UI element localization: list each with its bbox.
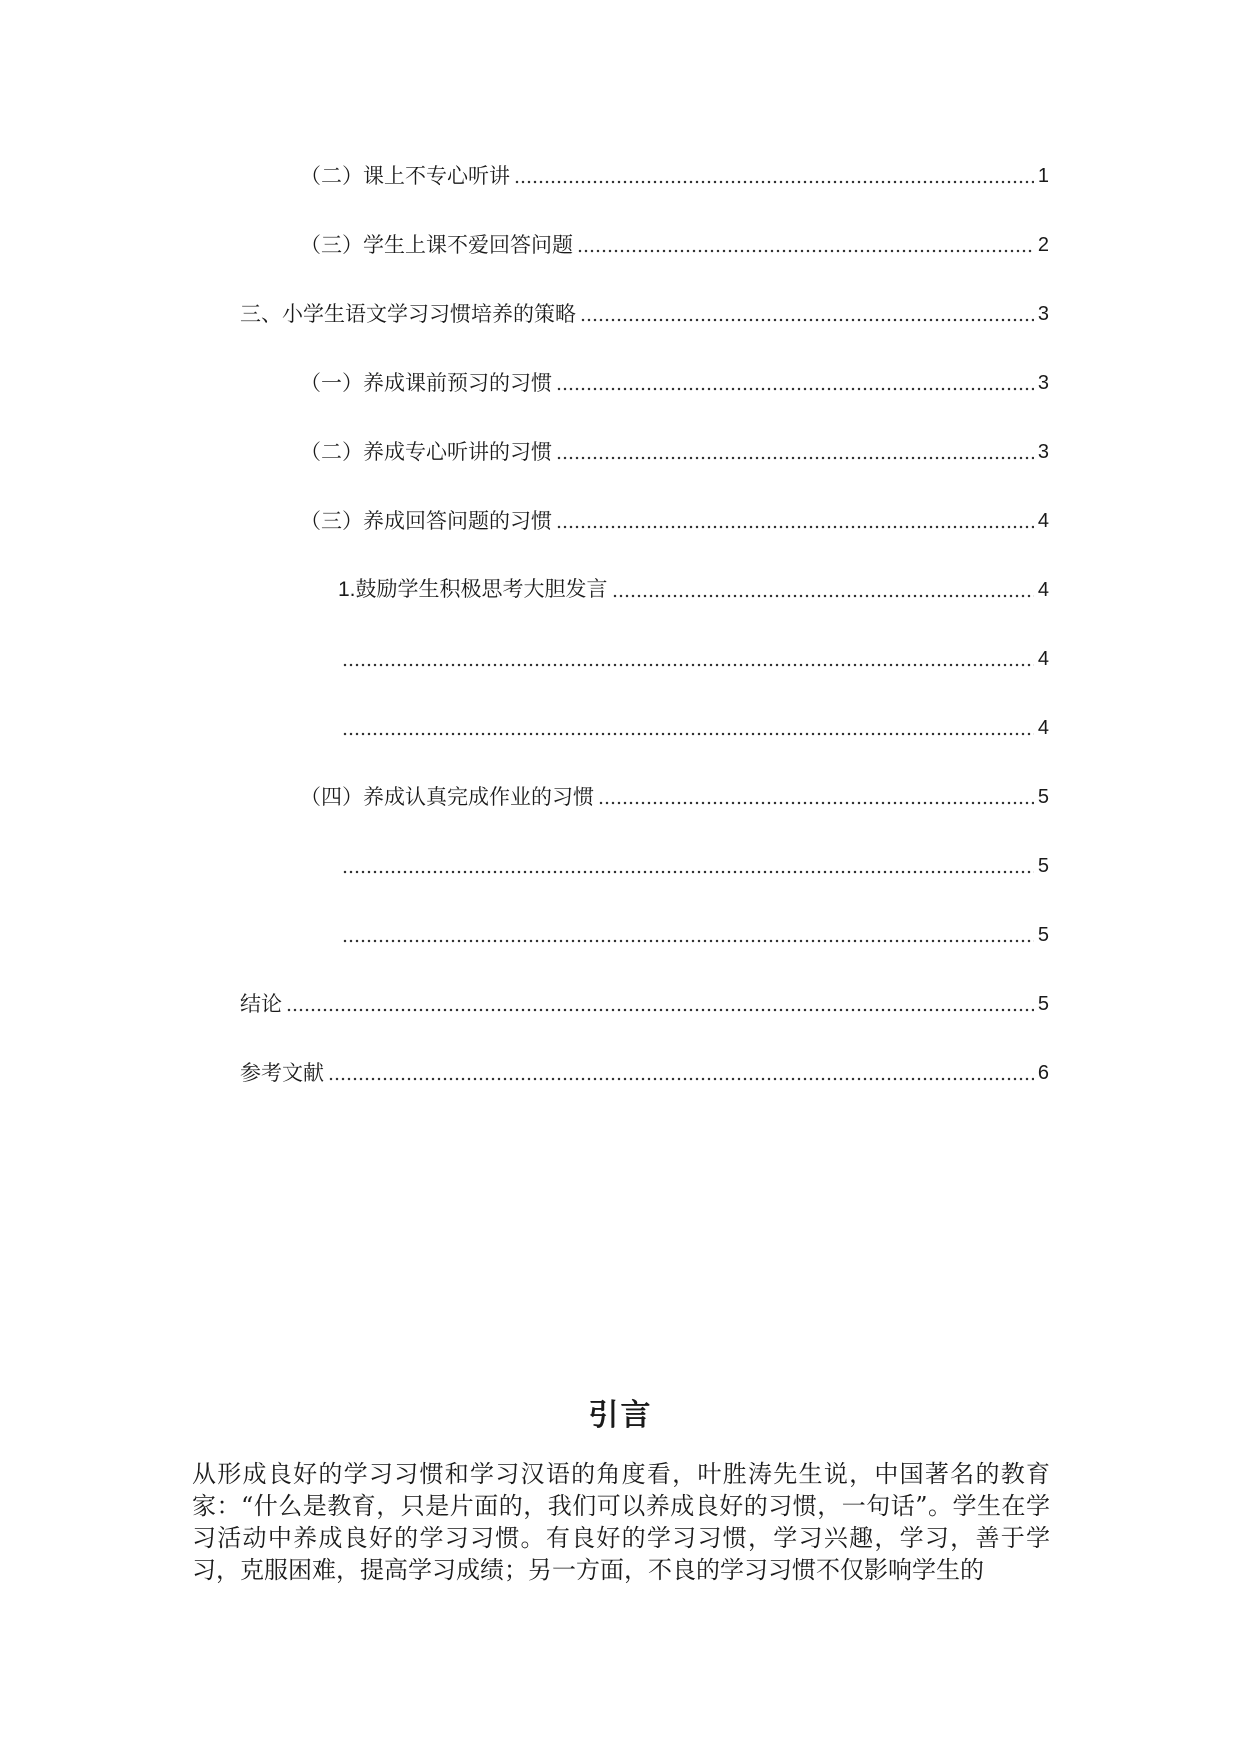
toc-entry-label: [338, 572, 612, 607]
toc-leader-dots: [580, 317, 1034, 323]
toc-entry-label: （四）养成认真完成作业的习惯: [300, 785, 594, 809]
toc-entry-page: 5: [1037, 786, 1049, 808]
toc-leader-dots: [328, 1076, 1034, 1082]
toc-entry-label: （三）学生上课不爱回答问题: [300, 233, 573, 257]
toc-entry[interactable]: [240, 1056, 1049, 1090]
toc-entry-label: （二）课上不专心听讲: [300, 164, 510, 188]
toc-entry[interactable]: [338, 642, 1049, 676]
toc-entry[interactable]: [338, 849, 1049, 883]
toc-entry-label: 三、小学生语文学习习惯培养的策略: [240, 302, 576, 326]
toc-leader-dots: [286, 1007, 1034, 1013]
toc-entry[interactable]: [240, 297, 1049, 331]
toc-entry[interactable]: [240, 987, 1049, 1021]
toc-leader-dots: [342, 731, 1034, 737]
toc-entry-page: 4: [1037, 510, 1049, 532]
toc-entry-label: （二）养成专心听讲的习惯: [300, 440, 552, 464]
toc-entry[interactable]: [300, 366, 1049, 400]
toc-entry-page: 3: [1037, 372, 1049, 394]
toc-entry[interactable]: [338, 573, 1049, 607]
toc-entry-page: 3: [1037, 303, 1049, 325]
toc-entry[interactable]: [300, 159, 1049, 193]
toc-entry[interactable]: [300, 228, 1049, 262]
toc-entry-page: 5: [1037, 855, 1049, 877]
toc-entry-page: 2: [1037, 234, 1049, 256]
toc-entry-label: （三）养成回答问题的习惯: [300, 509, 552, 533]
toc-entry-number: 1.: [338, 578, 356, 601]
toc-leader-dots: [514, 179, 1034, 185]
toc-leader-dots: [577, 248, 1034, 254]
toc-entry-page: 4: [1037, 579, 1049, 601]
toc-entry-label: 参考文献: [240, 1061, 324, 1085]
toc-leader-dots: [612, 593, 1034, 599]
toc-entry-label: （一）养成课前预习的习惯: [300, 371, 552, 395]
toc-leader-dots: [342, 938, 1034, 944]
toc-leader-dots: [556, 455, 1034, 461]
toc-entry-page: 5: [1037, 924, 1049, 946]
intro-heading: 引言: [588, 1398, 653, 1433]
toc-entry[interactable]: [338, 918, 1049, 952]
toc-entry-text: 鼓励学生积极思考大胆发言: [355, 577, 608, 601]
toc-leader-dots: [342, 662, 1034, 668]
toc-entry-page: 1: [1037, 165, 1049, 187]
toc-leader-dots: [556, 386, 1034, 392]
toc-entry[interactable]: [300, 435, 1049, 469]
toc-entry[interactable]: [300, 504, 1049, 538]
toc-leader-dots: [598, 800, 1034, 806]
toc-entry-page: 5: [1037, 993, 1049, 1015]
toc-entry-page: 6: [1037, 1062, 1049, 1084]
toc-entry[interactable]: [338, 711, 1049, 745]
toc-entry-page: 4: [1037, 648, 1049, 670]
toc-leader-dots: [556, 524, 1034, 530]
toc-leader-dots: [342, 869, 1034, 875]
toc-entry-label: 结论: [240, 992, 282, 1016]
toc-entry-page: 4: [1037, 717, 1049, 739]
toc-entry-page: 3: [1037, 441, 1049, 463]
intro-paragraph: 从形成良好的学习习惯和学习汉语的角度看，叶胜涛先生说，中国著名的教育家：“什么是教育，只是片面的，我们可以养成良好的习惯，一句话”。学生在学习活动中养成良好的学习习惯。有良好的学习习惯，学习兴趣，学习，善于学习，克服困难，提高学习成绩；另一方面，不良的学习习惯不仅影响学生的: [192, 1460, 1050, 1584]
toc-entry[interactable]: [300, 780, 1049, 814]
